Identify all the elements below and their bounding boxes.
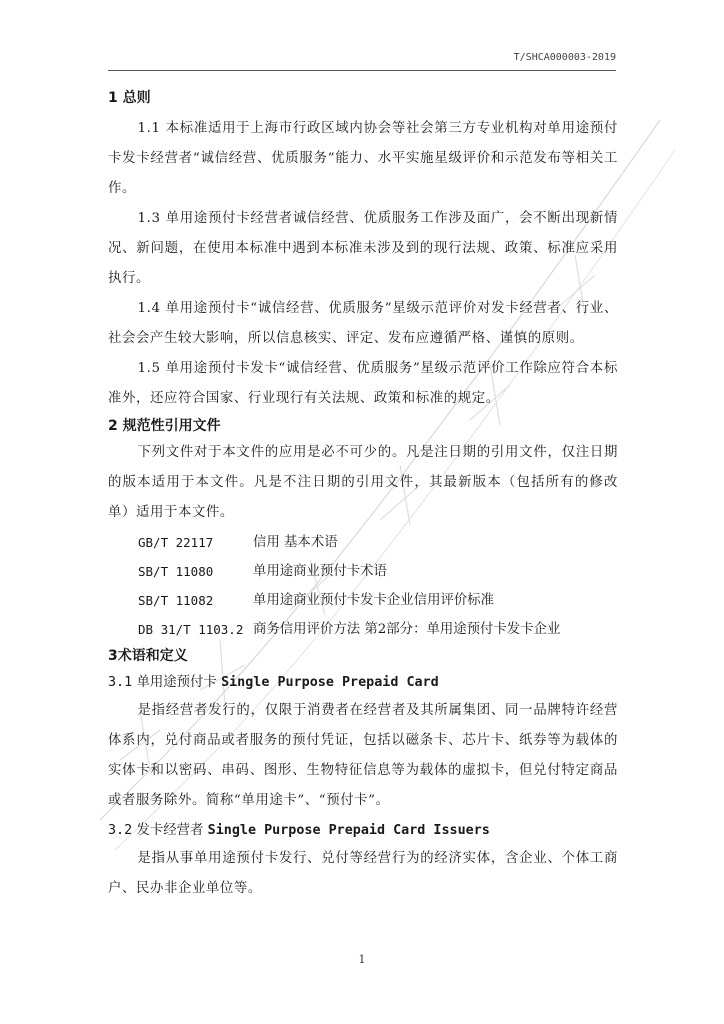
term-name-cn: 发卡经营者: [136, 823, 204, 838]
reference-title: 商务信用评价方法 第2部分：单用途预付卡发卡企业: [253, 622, 561, 637]
clause-1-5: 1.5 单用途预付卡发卡“诚信经营、优质服务”星级示范评价工作除应符合本标准外，还应符合国家、行业现行有关法规、政策和标准的规定。: [108, 361, 618, 406]
reference-code: DB 31/T 1103.2: [138, 622, 244, 637]
term-name-en: Single Purpose Prepaid Card Issuers: [207, 823, 490, 838]
term-3-1-definition: 是指经营者发行的，仅限于消费者在经营者及其所属集团、同一品牌特许经营体系内，兑付商品或者服务的预付凭证，包括以磁条卡、芯片卡、纸券等为载体的实体卡和以密码、串码、图形、生物特征信息等为载体的虚拟卡，但兑付特定商品或者服务除外。简称“单用途卡”、“预付卡”。: [108, 703, 618, 808]
reference-title: 单用途商业预付卡发卡企业信用评价标准: [253, 593, 495, 608]
reference-title: 单用途商业预付卡术语: [253, 564, 387, 579]
reference-item: [108, 557, 618, 586]
page-number: 1: [358, 953, 366, 966]
term-number: 3.2: [108, 823, 133, 838]
reference-list: [108, 528, 618, 644]
standard-number: T/SHCA000003-2019: [513, 52, 616, 63]
reference-code: GB/T 22117: [138, 535, 214, 550]
term-3-2-heading: [108, 818, 618, 844]
section-2-heading: 2 规范性引用文件: [108, 418, 221, 434]
section-3-heading: 3术语和定义: [108, 648, 188, 664]
clause-1-4: 1.4 单用途预付卡“诚信经营、优质服务”星级示范评价对发卡经营者、行业、社会会产生较大影响，所以信息核实、评定、发布应遵循严格、谨慎的原则。: [108, 301, 618, 346]
term-number: 3.1: [108, 675, 133, 690]
header-divider: [108, 70, 616, 71]
term-name-cn: 单用途预付卡: [136, 675, 217, 690]
reference-code: SB/T 11082: [138, 593, 214, 608]
clause-1-1: 1.1 本标准适用于上海市行政区域内协会等社会第三方专业机构对单用途预付卡发卡经营者“诚信经营、优质服务”能力、水平实施星级评价和示范发布等相关工作。: [108, 121, 618, 196]
term-3-2-definition: 是指从事单用途预付卡发行、兑付等经营行为的经济实体，含企业、个体工商户、民办非企业单位等。: [108, 851, 618, 896]
term-name-en: Single Purpose Prepaid Card: [221, 675, 439, 690]
normative-references-intro: 下列文件对于本文件的应用是必不可少的。凡是注日期的引用文件，仅注日期的版本适用于本文件。凡是不注日期的引用文件，其最新版本（包括所有的修改单）适用于本文件。: [108, 445, 618, 520]
section-1-heading: 1 总则: [108, 90, 151, 106]
term-3-1-heading: [108, 670, 618, 696]
document-body: [108, 86, 618, 904]
reference-item: [108, 528, 618, 557]
clause-1-3: 1.3 单用途预付卡经营者诚信经营、优质服务工作涉及面广，会不断出现新情况、新问题，在使用本标准中遇到本标准未涉及到的现行法规、政策、标准应采用执行。: [108, 211, 618, 286]
reference-code: SB/T 11080: [138, 564, 214, 579]
reference-title: 信用 基本术语: [253, 535, 338, 550]
reference-item: [108, 615, 618, 644]
reference-item: [108, 586, 618, 615]
